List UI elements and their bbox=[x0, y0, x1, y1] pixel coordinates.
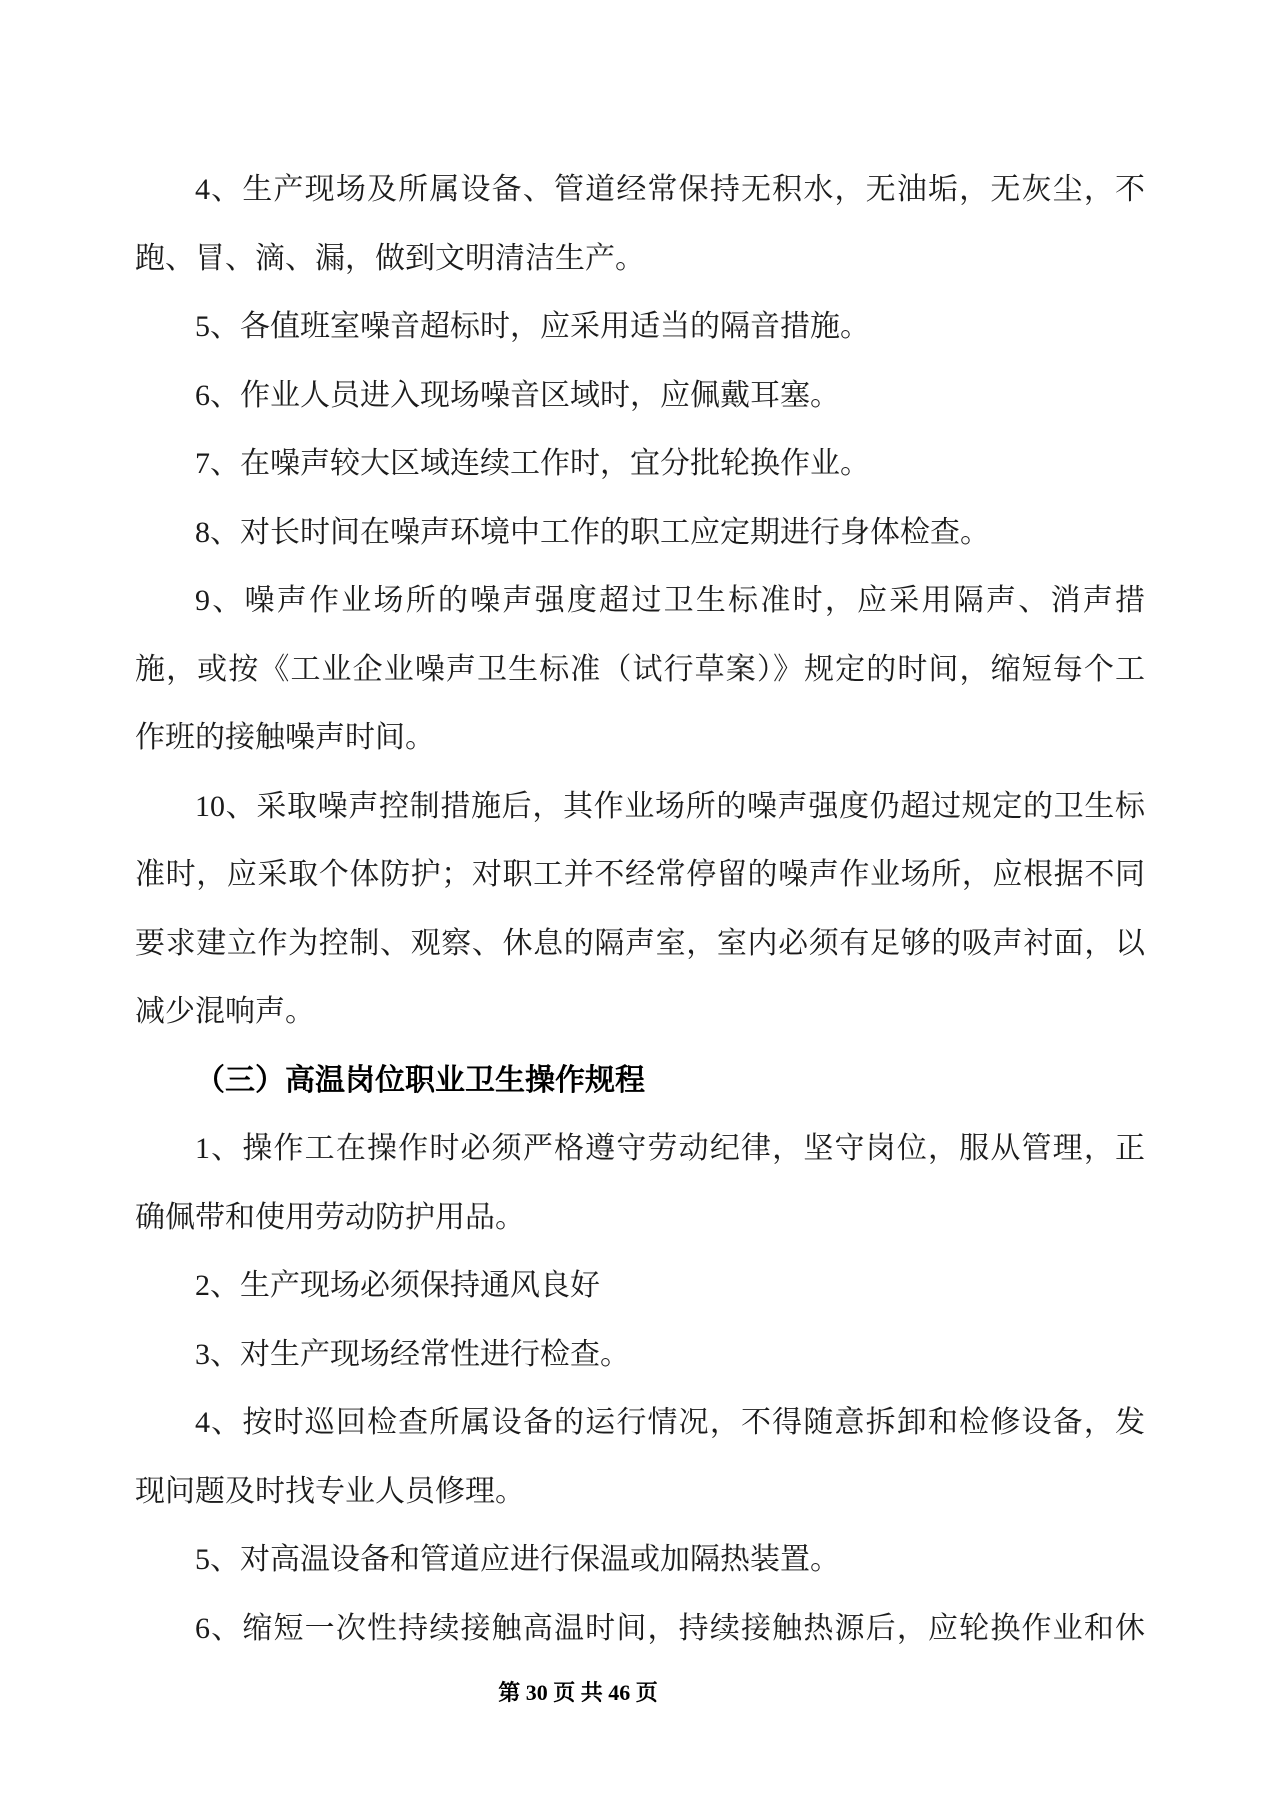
text-line: 2、生产现场必须保持通风良好 bbox=[195, 1269, 600, 1302]
text-line: 准时，应采取个体防护；对职工并不经常停留的噪声作业场所，应根据不同 bbox=[135, 858, 1145, 891]
text-line: 确佩带和使用劳动防护用品。 bbox=[135, 1200, 525, 1234]
text-line: 10、采取噪声控制措施后，其作业场所的噪声强度仍超过规定的卫生标 bbox=[195, 789, 1145, 823]
text-line: 4、生产现场及所属设备、管道经常保持无积水，无油垢，无灰尘，不 bbox=[195, 173, 1145, 206]
text-line: 8、对长时间在噪声环境中工作的职工应定期进行身体检查。 bbox=[195, 515, 990, 549]
text-line: 5、各值班室噪音超标时，应采用适当的隔音措施。 bbox=[195, 310, 870, 343]
text-line: 3、对生产现场经常性进行检查。 bbox=[195, 1337, 630, 1371]
text-line: 4、按时巡回检查所属设备的运行情况，不得随意拆卸和检修设备，发 bbox=[195, 1406, 1145, 1439]
document-body bbox=[135, 156, 1145, 1663]
section-heading-line: （三）高温岗位职业卫生操作规程 bbox=[195, 1063, 645, 1097]
text-line: 作班的接触噪声时间。 bbox=[135, 721, 435, 754]
text-line: 9、噪声作业场所的噪声强度超过卫生标准时，应采用隔声、消声措 bbox=[195, 584, 1145, 617]
text-line: 5、对高温设备和管道应进行保温或加隔热装置。 bbox=[195, 1543, 840, 1576]
text-line: 要求建立作为控制、观察、休息的隔声室，室内必须有足够的吸声衬面，以 bbox=[135, 926, 1145, 960]
text-line: 1、操作工在操作时必须严格遵守劳动纪律，坚守岗位，服从管理，正 bbox=[195, 1132, 1145, 1165]
text-line: 7、在噪声较大区域连续工作时，宜分批轮换作业。 bbox=[195, 447, 870, 480]
text-line: 6、作业人员进入现场噪音区域时，应佩戴耳塞。 bbox=[195, 378, 840, 412]
page-number-footer: 第 30 页 共 46 页 bbox=[498, 1680, 658, 1705]
text-line: 跑、冒、滴、漏，做到文明清洁生产。 bbox=[135, 241, 645, 275]
text-line: 6、缩短一次性持续接触高温时间，持续接触热源后，应轮换作业和休 bbox=[195, 1611, 1145, 1645]
text-line: 施，或按《工业企业噪声卫生标准（试行草案）》规定的时间，缩短每个工 bbox=[135, 652, 1145, 686]
text-line: 减少混响声。 bbox=[135, 995, 315, 1028]
text-line: 现问题及时找专业人员修理。 bbox=[135, 1474, 525, 1508]
